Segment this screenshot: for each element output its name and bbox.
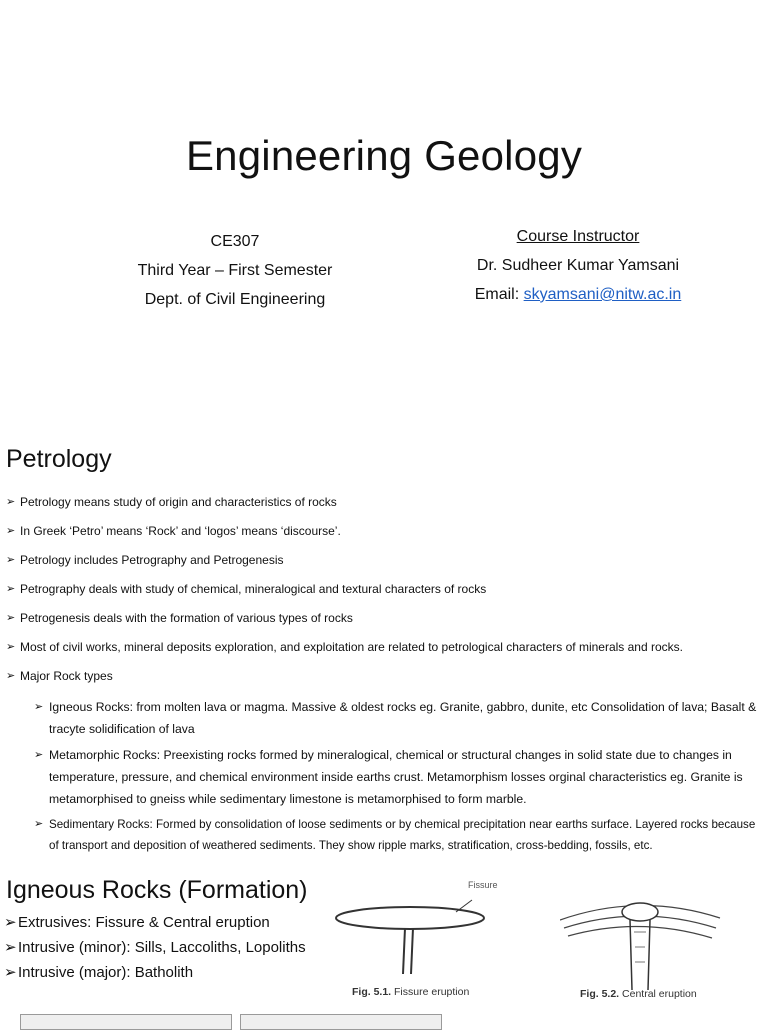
list-item: ➢ Intrusive (minor): Sills, Laccoliths, Lopoliths [4, 935, 306, 960]
figure-thumbnail [240, 1014, 442, 1030]
petrology-heading: Petrology [6, 445, 112, 473]
fissure-label: Fissure [468, 880, 498, 890]
igneous-slide [0, 872, 768, 1024]
fig-5-2-caption: Fig. 5.2. Central eruption [580, 988, 697, 1000]
fissure-eruption-figure [330, 878, 520, 978]
figure-thumbnail [20, 1014, 232, 1030]
arrow-bullet-icon: ➢ [6, 583, 16, 595]
list-item: ➢ In Greek ‘Petro’ means ‘Rock’ and ‘logos’ means ‘discourse’. [6, 524, 341, 538]
title-slide [0, 0, 768, 430]
course-dept: Dept. of Civil Engineering [144, 291, 326, 308]
list-item: ➢ Petrology means study of origin and characteristics of rocks [6, 495, 337, 509]
igneous-list [4, 910, 306, 985]
petrology-bullets [6, 494, 762, 697]
rock-types-list [34, 696, 758, 860]
page-title: Engineering Geology [185, 132, 583, 179]
fig-5-1-caption: Fig. 5.1. Fissure eruption [352, 986, 470, 998]
list-item: ➢ Sedimentary Rocks: Formed by consolidation of loose sediments or by chemical precipitation near earths surface. Layered rocks because of transport and deposition of weathered sediments. They show ripple marks, stratification, cross-bedding, fossils, etc. [34, 814, 758, 856]
list-item: ➢ Extrusives: Fissure & Central eruption [4, 910, 306, 935]
arrow-bullet-icon: ➢ [6, 496, 16, 508]
arrow-bullet-icon: ➢ [6, 554, 16, 566]
arrow-bullet-icon: ➢ [34, 818, 44, 830]
arrow-bullet-icon: ➢ [4, 964, 17, 981]
arrow-bullet-icon: ➢ [4, 914, 17, 931]
email-link[interactable]: skyamsani@nitw.ac.in [523, 286, 682, 303]
list-item: ➢ Petrogenesis deals with the formation of various types of rocks [6, 611, 353, 625]
course-year: Third Year – First Semester [137, 262, 333, 279]
arrow-bullet-icon: ➢ [6, 670, 16, 682]
arrow-bullet-icon: ➢ [6, 612, 16, 624]
igneous-heading: Igneous Rocks (Formation) [6, 876, 308, 904]
instructor-name: Dr. Sudheer Kumar Yamsani [476, 257, 680, 274]
central-eruption-figure [560, 892, 740, 992]
course-info [110, 227, 360, 314]
list-item: ➢ Petrology includes Petrography and Petrogenesis [6, 553, 284, 567]
arrow-bullet-icon: ➢ [34, 701, 44, 713]
list-item: ➢ Igneous Rocks: from molten lava or magma. Massive & oldest rocks eg. Granite, gabbro, dunite, etc Consolidation of lava; Basalt & tracyte solidification of lava [34, 696, 758, 740]
email-line [440, 280, 716, 309]
list-item: ➢ Petrography deals with study of chemical, mineralogical and textural characters of rocks [6, 582, 487, 596]
list-item: ➢ Metamorphic Rocks: Preexisting rocks formed by mineralogical, chemical or structural changes in solid state due to changes in temperature, pressure, and chemical environment inside earths crust. Metamorphism losses orginal characteristics eg. Granite is metamorphised to gneiss while sedimentary limestone is metamorphised to form marble. [34, 744, 758, 810]
course-code: CE307 [210, 233, 260, 250]
list-item: ➢ Major Rock types [6, 669, 113, 683]
instructor-heading: Course Instructor [516, 228, 640, 245]
list-item: ➢ Most of civil works, mineral deposits exploration, and exploitation are related to petrological characters of minerals and rocks. [6, 640, 683, 654]
arrow-bullet-icon: ➢ [6, 641, 16, 653]
email-label: Email: [474, 286, 524, 303]
arrow-bullet-icon: ➢ [4, 939, 17, 956]
petrology-slide [0, 440, 768, 870]
instructor-info [440, 222, 716, 309]
arrow-bullet-icon: ➢ [34, 749, 44, 761]
list-item: ➢ Intrusive (major): Batholith [4, 960, 306, 985]
arrow-bullet-icon: ➢ [6, 525, 16, 537]
